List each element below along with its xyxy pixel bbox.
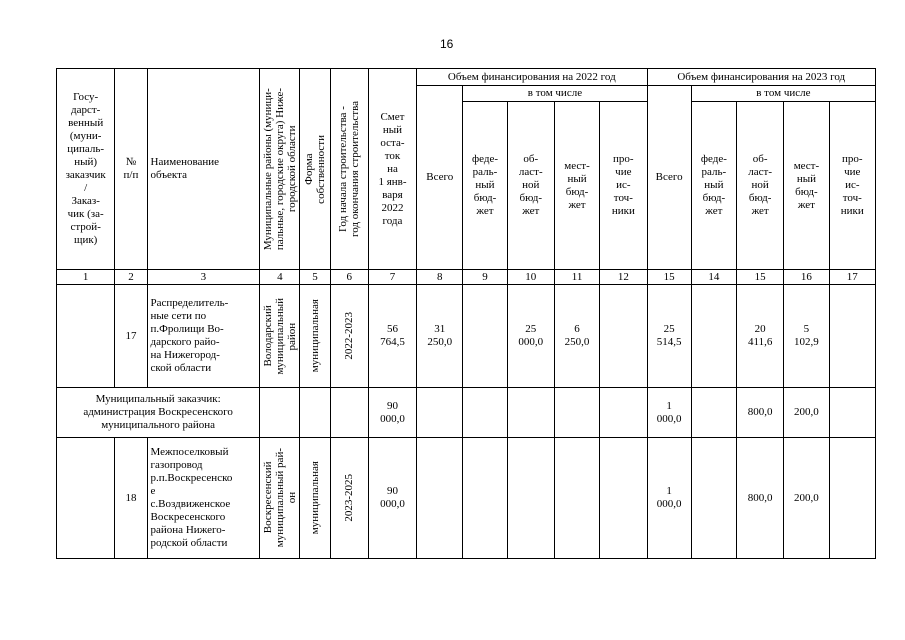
header-regional-2022: об- ласт- ной бюд- жет bbox=[507, 102, 554, 270]
balance: 56 764,5 bbox=[368, 285, 416, 388]
local-2023: 200,0 bbox=[784, 388, 829, 438]
other-2022 bbox=[600, 438, 647, 559]
col-number: 16 bbox=[784, 270, 829, 285]
header-districts: Муниципальные районы (муници- пальные, городские округа) Ниже- городской области bbox=[261, 87, 298, 251]
customer-cell bbox=[57, 285, 115, 388]
col-number: 3 bbox=[147, 270, 260, 285]
total-2022 bbox=[417, 438, 463, 559]
years-cell bbox=[330, 285, 368, 388]
col-number: 1 bbox=[57, 270, 115, 285]
header-years-cell bbox=[330, 69, 368, 270]
ownership: муниципальная bbox=[309, 461, 322, 535]
total-2022: 31 250,0 bbox=[417, 285, 463, 388]
header-customer: Госу- дарст- венный (муни- ципаль- ный) заказчик / Заказ- чик (за- строй- щик) bbox=[57, 69, 115, 270]
page-number: 16 bbox=[440, 37, 454, 51]
local-2022: 6 250,0 bbox=[554, 285, 599, 388]
empty-cell bbox=[463, 388, 507, 438]
balance: 90 000,0 bbox=[368, 388, 416, 438]
col-number: 10 bbox=[507, 270, 554, 285]
federal-2022 bbox=[463, 438, 507, 559]
col-number: 4 bbox=[260, 270, 300, 285]
empty-cell bbox=[330, 388, 368, 438]
federal-2023 bbox=[691, 438, 736, 559]
col-number: 9 bbox=[463, 270, 507, 285]
header-including-2022: в том числе bbox=[463, 86, 647, 102]
district-cell bbox=[260, 438, 300, 559]
header-regional-2023: об- ласт- ной бюд- жет bbox=[737, 102, 784, 270]
empty-cell bbox=[691, 388, 736, 438]
federal-2022 bbox=[463, 285, 507, 388]
customer-cell bbox=[57, 438, 115, 559]
header-ownership: Форма собственности bbox=[303, 134, 328, 204]
column-numbers-row bbox=[57, 270, 876, 285]
empty-cell bbox=[507, 388, 554, 438]
header-federal-2022: феде- раль- ный бюд- жет bbox=[463, 102, 507, 270]
table-row bbox=[57, 438, 876, 559]
col-number: 8 bbox=[417, 270, 463, 285]
empty-cell bbox=[829, 388, 875, 438]
empty-cell bbox=[260, 388, 300, 438]
local-2022 bbox=[554, 438, 599, 559]
total-2023: 1 000,0 bbox=[647, 438, 691, 559]
years: 2022-2023 bbox=[343, 312, 356, 360]
object-name: Распределитель- ные сети по п.Фролищи Во- дарского райо- на Нижегород- ской области bbox=[147, 285, 260, 388]
ownership-cell bbox=[300, 438, 330, 559]
header-federal-2023: феде- раль- ный бюд- жет bbox=[691, 102, 736, 270]
header-total-2022: Всего bbox=[417, 86, 463, 270]
col-number: 15 bbox=[737, 270, 784, 285]
ownership-cell bbox=[300, 285, 330, 388]
empty-cell bbox=[554, 388, 599, 438]
header-districts-cell bbox=[260, 69, 300, 270]
other-2022 bbox=[600, 285, 647, 388]
header-num: № п/п bbox=[115, 69, 147, 270]
total-2023: 25 514,5 bbox=[647, 285, 691, 388]
row-num: 17 bbox=[115, 285, 147, 388]
header-other-2023: про- чие ис- точ- ники bbox=[829, 102, 875, 270]
col-number: 11 bbox=[554, 270, 599, 285]
total-2023: 1 000,0 bbox=[647, 388, 691, 438]
regional-2022: 25 000,0 bbox=[507, 285, 554, 388]
header-total-2023: Всего bbox=[647, 86, 691, 270]
col-number: 15 bbox=[647, 270, 691, 285]
header-fin-2022: Объем финансирования на 2022 год bbox=[417, 69, 647, 86]
header-object-name: Наименование объекта bbox=[147, 69, 260, 270]
regional-2022 bbox=[507, 438, 554, 559]
years-cell bbox=[330, 438, 368, 559]
header-fin-2023: Объем финансирования на 2023 год bbox=[647, 69, 876, 86]
col-number: 14 bbox=[691, 270, 736, 285]
regional-2023: 800,0 bbox=[737, 438, 784, 559]
empty-cell bbox=[417, 388, 463, 438]
col-number: 7 bbox=[368, 270, 416, 285]
header-including-2023: в том числе bbox=[691, 86, 875, 102]
local-2023: 5 102,9 bbox=[784, 285, 829, 388]
customer-row bbox=[57, 388, 876, 438]
empty-cell bbox=[300, 388, 330, 438]
years: 2023-2025 bbox=[343, 474, 356, 522]
regional-2023: 800,0 bbox=[737, 388, 784, 438]
header-local-2022: мест- ный бюд- жет bbox=[554, 102, 599, 270]
col-number: 2 bbox=[115, 270, 147, 285]
district: Воскресенский муниципальный рай- он bbox=[261, 448, 298, 548]
balance: 90 000,0 bbox=[368, 438, 416, 559]
local-2023: 200,0 bbox=[784, 438, 829, 559]
empty-cell bbox=[600, 388, 647, 438]
financing-table bbox=[56, 68, 876, 559]
federal-2023 bbox=[691, 285, 736, 388]
header-balance: Смет ный оста- ток на 1 янв- варя 2022 года bbox=[368, 69, 416, 270]
header-other-2022: про- чие ис- точ- ники bbox=[600, 102, 647, 270]
ownership: муниципальная bbox=[309, 299, 322, 373]
col-number: 5 bbox=[300, 270, 330, 285]
other-2023 bbox=[829, 438, 875, 559]
col-number: 17 bbox=[829, 270, 875, 285]
district-cell bbox=[260, 285, 300, 388]
customer-label: Муниципальный заказчик: администрация Воскресенского муниципального района bbox=[57, 388, 260, 438]
col-number: 6 bbox=[330, 270, 368, 285]
header-years: Год начала строительства - год окончания строительства bbox=[337, 101, 362, 237]
regional-2023: 20 411,6 bbox=[737, 285, 784, 388]
header-ownership-cell bbox=[300, 69, 330, 270]
col-number: 12 bbox=[600, 270, 647, 285]
row-num: 18 bbox=[115, 438, 147, 559]
object-name: Межпоселковый газопровод р.п.Воскресенско е с.Воздвиженское Воскресенского района Нижего- родской области bbox=[147, 438, 260, 559]
table-row bbox=[57, 285, 876, 388]
district: Володарский муниципальный район bbox=[261, 297, 298, 375]
other-2023 bbox=[829, 285, 875, 388]
header-local-2023: мест- ный бюд- жет bbox=[784, 102, 829, 270]
